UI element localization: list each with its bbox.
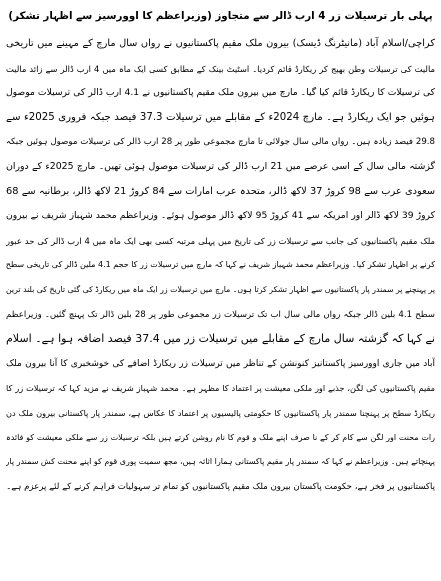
article-headline: پہلی بار ترسیلات زر 4 ارب ڈالر سے متجاوز (وزیراعظم کا اوورسیز سے اظہار تشکر) bbox=[8, 10, 433, 22]
article-line: مالیت کی ترسیلات وطن بھیج کر ریکارڈ قائم کردیا۔ اسٹیٹ بینک کے مطابق کسی ایک ماہ میں 4 ارب ڈالر سے زائد مالیت bbox=[6, 63, 435, 74]
article-line: کی ترسیلات کا ریکارڈ قائم کیا گیا۔ مارچ میں بیرون ملک مقیم پاکستانیوں نے 4.1 ارب ڈالر کی ترسیلات موصول bbox=[6, 87, 435, 99]
article-line: 29.8 فیصد زیادہ ہیں۔ رواں مالی سال جولائی تا مارچ مجموعی طور پر 28 ارب ڈالر کی ترسیلات موصول ہوئیں جبکہ bbox=[6, 137, 435, 148]
article-line: نے کہا کہ گزشتہ سال مارچ کے مقابلے میں ترسیلات زر میں 37.4 فیصد اضافہ ہوا ہے۔ اسلام bbox=[6, 332, 435, 346]
article-line: کرنے پر اظہار تشکر کیا۔ وزیراعظم محمد شہباز شریف نے کہا کہ مارچ میں ترسیلات زر کا حجم 4.1 ملین ڈالر کی تاریخی سطح bbox=[6, 260, 435, 270]
article-line: ہوئیں جو ایک ریکارڈ ہے۔ مارچ 2024ء کے مقابلے میں ترسیلات 37.3 فیصد جبکہ فروری 2025ء سے bbox=[6, 111, 435, 123]
article-line: پہنچاتے ہیں۔ وزیراعظم نے کہا کہ سمندر پار مقیم پاکستانی ہمارا اثاثہ ہیں، مجھ سمیت پوری قوم کو اپنے محنت کش سمندر پار bbox=[6, 457, 435, 467]
article-line: مقیم پاکستانیوں کی لگن، جذبے اور ملکی معیشت پر اعتماد کا مظہر ہے۔ محمد شہباز شریف نے مزید کہا کہ ترسیلات زر کا bbox=[6, 383, 435, 394]
article-line: پر پہنچنے پر سمندر پار پاکستانیوں سے اظہار تشکر کرتا ہوں۔ مارچ میں ترسیلات زر ایک ماہ میں ریکارڈ کی گئی تاریخ کی بلند ترین bbox=[6, 284, 435, 294]
article-body bbox=[6, 32, 435, 499]
article-line: کروڑ 39 لاکھ ڈالر اور امریکہ سے 41 کروڑ 95 لاکھ ڈالر موصول ہوئے۔ وزیراعظم محمد شہباز شریف نے بیرون bbox=[6, 210, 435, 222]
article-line: ریکارڈ سطح پر پہنچنا سمندر پار پاکستانیوں کا حکومتی پالیسیوں پر اعتماد کا عکاس ہے، سمندر پار پاکستانی بیرون ملک دن bbox=[6, 407, 435, 418]
article-line: سطح 4.1 بلین ڈالر جبکہ رواں مالی سال اب تک ترسیلات زر مجموعی طور پر 28 بلین ڈالر تک پہنچ گئیں۔ وزیراعظم bbox=[6, 309, 435, 320]
article-line: گزشتہ مالی سال کے اسی عرصے میں 21 ارب ڈالر کی ترسیلات موصول ہوئی تھیں۔ مارچ 2025ء کے دوران bbox=[6, 160, 435, 172]
article-line: سعودی عرب سے 98 کروڑ 37 لاکھ ڈالر، متحدہ عرب امارات سے 84 کروڑ 21 لاکھ ڈالر، برطانیہ سے 68 bbox=[6, 185, 435, 197]
article-line: رات محنت اور لگن سے کام کر کے نا صرف اپنے ملک و قوم کا نام روشن کرتے ہیں بلکہ ترسیلات زر سے ملکی معیشت کو فائدہ bbox=[6, 432, 435, 442]
article-line: کراچی/اسلام آباد (مانیٹرنگ ڈیسک) بیرون ملک مقیم پاکستانیوں نے رواں سال مارچ کے مہینے میں تاریخی bbox=[6, 38, 435, 49]
article-line: ملک مقیم پاکستانیوں کی جانب سے ترسیلات زر کی تاریخ میں پہلی مرتبہ کسی بھی ایک ماہ میں 4 ارب ڈالر کی حد عبور bbox=[6, 235, 435, 246]
article-line: پاکستانیوں پر فخر ہے، حکومت پاکستان بیرون ملک مقیم پاکستانیوں کو تمام تر سہولیات فراہم کرنے کے لئے پرعزم ہے۔ bbox=[6, 481, 435, 492]
article-line: آباد میں جاری اوورسیز پاکستانیز کنونشن کے تناظر میں ترسیلات زر ریکارڈ اضافے کی خوشخبری کا آنا بیرون ملک bbox=[6, 358, 435, 369]
